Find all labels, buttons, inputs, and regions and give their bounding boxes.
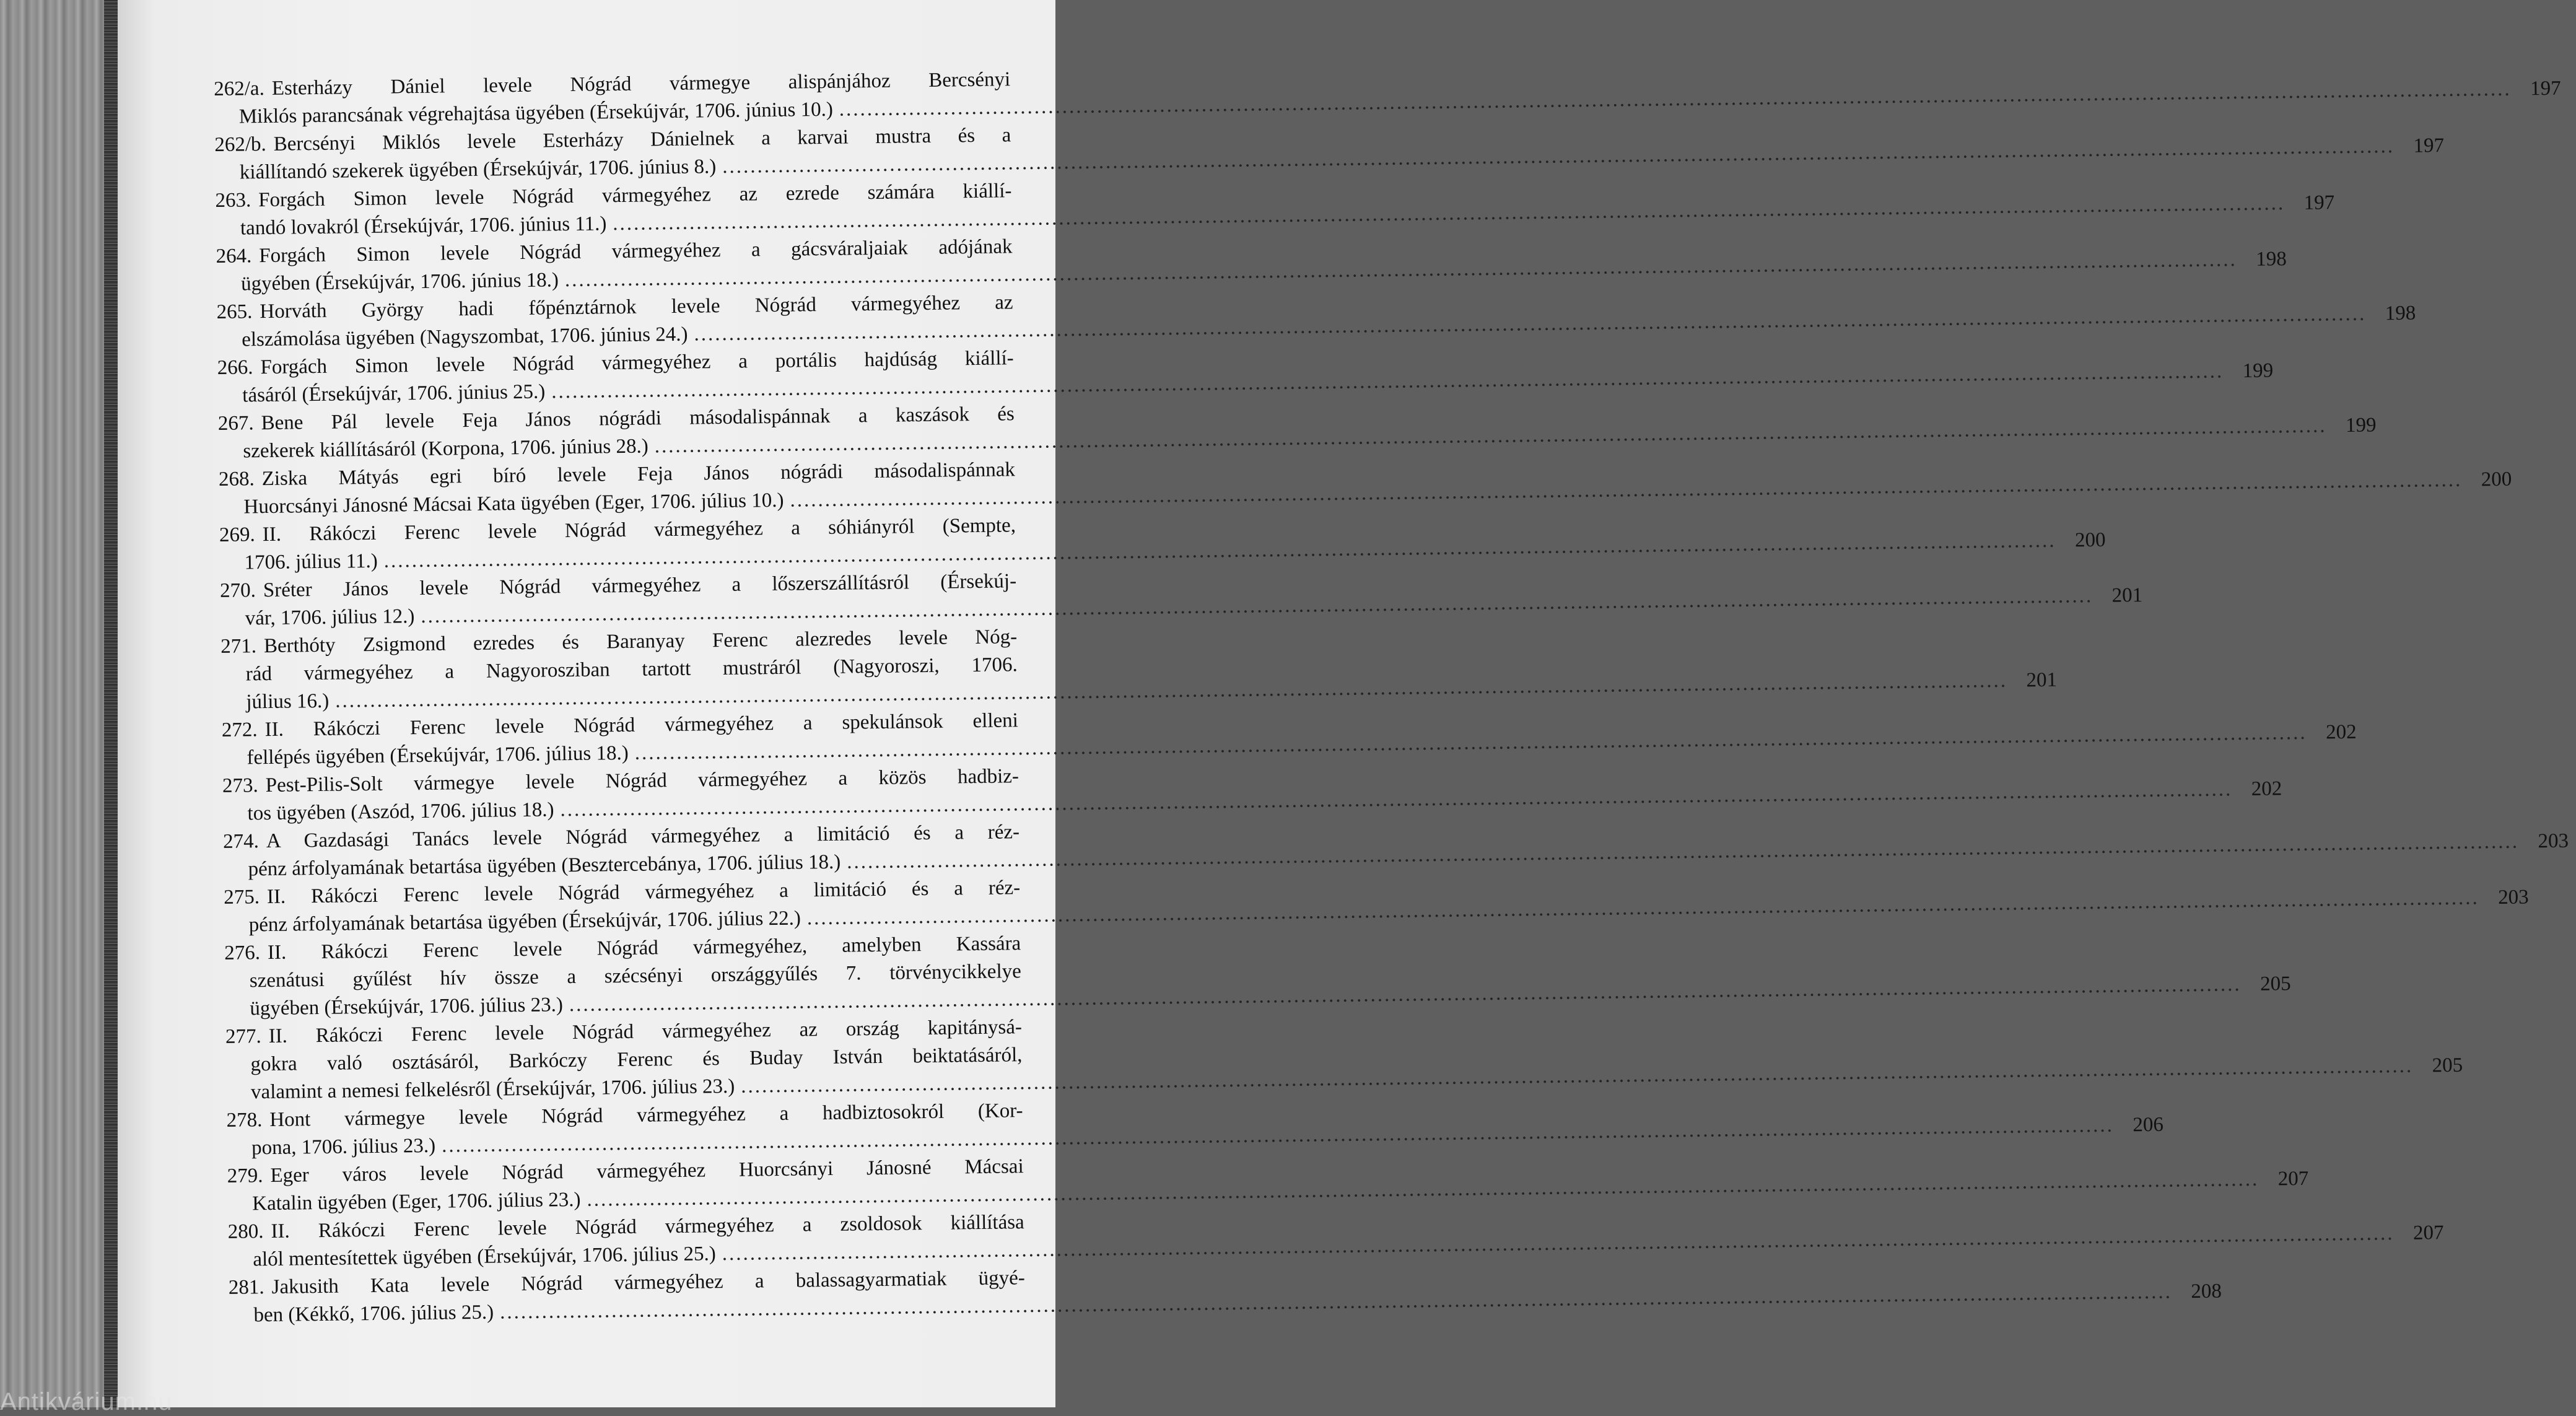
dot-leader [847,828,2519,876]
page-number: 205 [2432,1054,2463,1077]
entry-title-line: gokra való osztásáról, Barkóczy Ferenc és Buday István beiktatásáról, [250,1044,1023,1076]
toc-entry [224,930,2291,1023]
entry-number: 269. [219,523,256,546]
toc-entry [219,512,2106,577]
entry-title-line: Bene Pál levele Feja János nógrádi másodalispánnak a kaszások és [261,403,1015,435]
page-number: 203 [2538,829,2569,853]
entry-number: 265. [216,300,253,323]
entry-number: 266. [217,356,253,379]
toc-entry [217,400,2377,466]
entry-number: 272. [221,719,258,741]
toc-entry [214,66,2561,131]
entry-title-line: Forgách Simon levele Nógrád vármegyéhez a portális hajdúság kiállí- [260,347,1014,379]
page-number: 198 [2385,302,2416,325]
entry-title-line: Forgách Simon levele Nógrád vármegyéhez az ezrede számára kiállí- [258,180,1012,212]
entry-title-line: július 16.) [246,689,330,714]
toc-entry [216,233,2287,299]
watermark: Antikvárium.hu [0,1388,173,1415]
entry-title-line: Miklós parancsának végrehajtása ügyében (Érsekújvár, 1706. június 10.) [238,98,834,128]
entry-title-line: tandó lovakról (Érsekújvár, 1706. június 11.) [240,212,607,240]
toc-entry [217,344,2274,410]
toc-entry [220,623,2058,717]
entry-title-line: elszámolása ügyében (Nagyszombat, 1706. június 24.) [241,323,688,351]
page-number: 207 [2412,1222,2444,1244]
wooden-background [0,0,111,1407]
entry-title-line: pénz árfolyamának betartása ügyében (Érsekújvár, 1706. július 22.) [248,907,801,937]
table-of-contents [214,66,2569,1330]
entry-number: 277. [225,1025,261,1048]
entry-title-line: ben (Kékkő, 1706. július 25.) [253,1301,494,1327]
entry-number: 271. [220,635,257,658]
page-number: 199 [2242,359,2274,383]
entry-title-line: Pest-Pilis-Solt vármegye levele Nógrád vármegyéhez a közös hadbiz- [265,765,1019,797]
toc-entry [227,1208,2444,1274]
page-number: 201 [2111,584,2143,607]
page-number: 197 [2413,134,2445,157]
entry-title-line: 1706. július 11.) [244,549,378,574]
entry-title-line: Horváth György hadi főpénztárnok levele Nógrád vármegyéhez az [260,291,1013,323]
entry-title-line: Hont vármegye levele Nógrád vármegyéhez a hadbiztosokról (Kor- [269,1099,1023,1132]
toc-entry [228,1264,2222,1330]
entry-title-line: Eger város levele Nógrád vármegyéhez Huorcsányi Jánosné Mácsai [270,1155,1024,1187]
entry-number: 280. [227,1220,264,1243]
entry-title-line: pona, 1706. július 23.) [251,1134,436,1160]
entry-number: 268. [218,468,255,491]
entry-title-line: tos ügyében (Aszód, 1706. július 18.) [247,798,554,825]
page-number: 208 [2191,1280,2222,1303]
entry-number: 270. [219,579,256,602]
toc-entry [214,121,2445,187]
entry-title-line: pénz árfolyamának betartása ügyében (Besztercebánya, 1706. július 18.) [248,850,841,881]
entry-title-line: Jakusith Kata levele Nógrád vármegyéhez a balassagyarmatiak ügyé- [271,1267,1026,1299]
page-number: 202 [2325,720,2357,744]
entry-number: 276. [224,942,261,964]
entry-title-line: II. Rákóczi Ferenc levele Nógrád vármegyéhez, amelyben Kassára [267,932,1021,964]
page-number: 200 [2481,468,2512,491]
page-number: 206 [2133,1113,2164,1137]
book-spine [104,0,118,1407]
entry-title-line: A Gazdasági Tanács levele Nógrád vármegyéhez a limitáció és a réz- [266,821,1020,853]
page-number: 197 [2303,191,2335,214]
entry-title-line: Bercsényi Miklós levele Esterházy Dánielnek a karvai mustra és a [273,124,1011,155]
toc-entry [225,1013,2463,1107]
entry-number: 281. [228,1276,264,1299]
page-number: 200 [2074,528,2106,552]
entry-title-line: Sréter János levele Nógrád vármegyéhez a lőszerszállításról (Érsekúj- [263,570,1017,602]
page-number: 203 [2497,886,2529,909]
entry-number: 274. [222,830,260,853]
entry-number: 262/b. [214,133,267,156]
entry-number: 275. [223,886,260,909]
page-number: 197 [2530,77,2561,100]
page-number: 202 [2251,777,2282,800]
entry-title-line: alól mentesítettek ügyében (Érsekújvár, 1706. július 25.) [253,1243,716,1271]
entry-title-line: Esterházy Dániel levele Nógrád vármegye alispánjához Bercsényi [271,68,1011,100]
entry-title-line: II. Rákóczi Ferenc levele Nógrád vármegyéhez a zsoldosok kiállítása [271,1211,1024,1243]
page-number: 201 [2026,668,2058,692]
entry-title-line: II. Rákóczi Ferenc levele Nógrád vármegyéhez az ország kapitánysá- [268,1016,1023,1048]
toc-entry [222,818,2569,884]
toc-entry [215,177,2335,243]
entry-number: 264. [216,245,252,268]
entry-title-line: Berthóty Zsigmond ezredes és Baranyay Ferenc alezredes levele Nóg- [263,626,1018,658]
entry-title-line: tásáról (Érsekújvár, 1706. június 25.) [242,380,546,407]
page-number: 199 [2345,414,2377,437]
entry-number: 273. [222,774,258,797]
entry-title-line: Ziska Mátyás egri bíró levele Feja János nógrádi másodalispánnak [261,458,1016,491]
entry-title-line: Katalin ügyében (Eger, 1706. július 23.) [252,1188,581,1215]
entry-title-line: vár, 1706. július 12.) [245,605,415,630]
toc-entry [216,289,2416,354]
entry-title-line: II. Rákóczi Ferenc levele Nógrád vármegyéhez a sóhiányról (Sempte, [262,514,1016,546]
entry-title-line: fellépés ügyében (Érsekújvár, 1706. július 18.) [247,741,629,769]
toc-entry [223,874,2529,940]
entry-title-line: ügyében (Érsekújvár, 1706. július 23.) [250,994,564,1020]
page-number: 205 [2259,972,2291,995]
entry-title-line: kiállítandó szekerek ügyében (Érsekújvár, 1706. június 8.) [239,155,717,184]
entry-title-line: ügyében (Érsekújvár, 1706. június 18.) [240,269,559,295]
entry-title-line: szekerek kiállításáról (Korpona, 1706. június 28.) [243,435,648,463]
toc-entry [221,707,2357,772]
toc-entry [222,763,2282,828]
entry-number: 262/a. [214,77,265,100]
entry-title-line: II. Rákóczi Ferenc levele Nógrád vármegyéhez a limitáció és a réz- [266,876,1021,909]
entry-number: 279. [227,1165,263,1187]
dot-leader [839,76,2512,124]
entry-title-line: Huorcsányi Jánosné Mácsai Kata ügyében (Eger, 1706. július 10.) [243,489,784,518]
toc-entry [227,1153,2309,1218]
entry-title-line: rád vármegyéhez a Nagyorosziban tartott mustráról (Nagyoroszi, 1706. [245,653,1018,686]
entry-title-line: Forgách Simon levele Nógrád vármegyéhez a gácsváraljaiak adójának [259,235,1013,268]
entry-title-line: valamint a nemesi felkelésről (Érsekújvár, 1706. július 23.) [250,1075,735,1104]
entry-title-line: szenátusi gyűlést hív össze a szécsényi országgyűlés 7. törvénycikkelye [249,960,1021,992]
toc-entry [219,567,2143,633]
page-number: 207 [2277,1167,2309,1191]
entry-number: 263. [215,189,251,212]
page-number: 198 [2255,248,2287,271]
entry-title-line: II. Rákóczi Ferenc levele Nógrád vármegyéhez a spekulánsok elleni [264,709,1019,741]
entry-number: 278. [226,1109,263,1132]
entry-number: 267. [217,412,254,435]
dot-leader [807,884,2479,932]
toc-entry [226,1097,2164,1163]
toc-entry [218,456,2512,522]
